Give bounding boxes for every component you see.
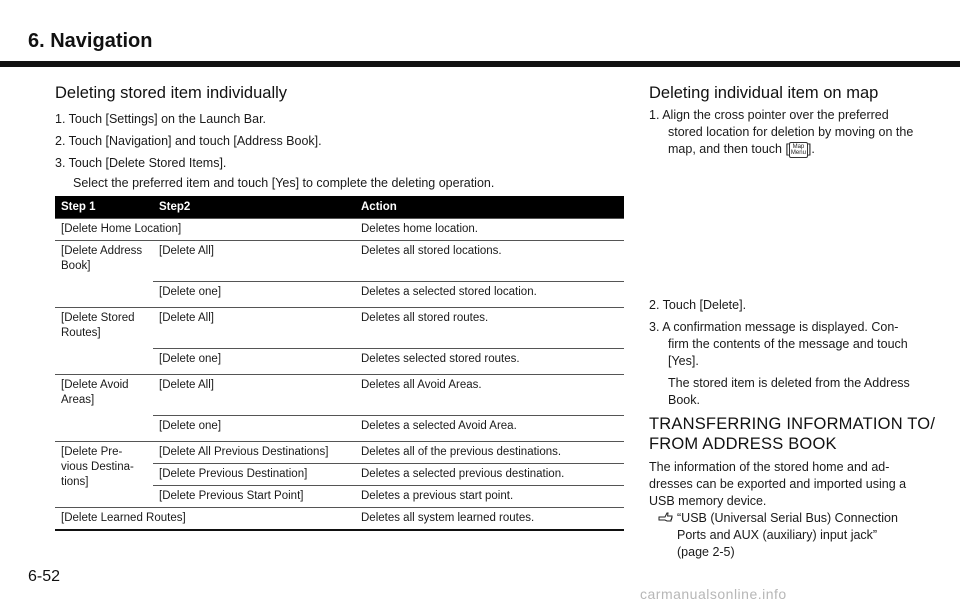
transfer-section-title — [649, 414, 935, 454]
cell-step2: [Delete Previous Start Point] — [153, 486, 355, 508]
header-action: Action — [355, 196, 624, 219]
table-row — [55, 308, 624, 349]
map-step-3-line2: firm the contents of the message and touch — [668, 337, 908, 351]
map-step-1-line1: 1. Align the cross pointer over the preferred — [649, 108, 889, 122]
transfer-para-line2: dresses can be exported and imported using a — [649, 477, 907, 491]
cell-step2: [Delete All] — [153, 241, 355, 282]
cell-action: Deletes a previous start point. — [355, 486, 624, 508]
map-step-3-line3: [Yes]. — [668, 354, 699, 368]
header-rule — [0, 61, 960, 67]
cell-step2: [Delete Previous Destination] — [153, 464, 355, 486]
table-row — [55, 442, 624, 464]
step-2: 2. Touch [Navigation] and touch [Address Book]. — [55, 134, 322, 148]
cell-step1: [Delete Learned Routes] — [55, 508, 355, 531]
chapter-title: 6. Navigation — [28, 30, 153, 52]
map-step-1-line3 — [668, 141, 815, 158]
cell-step1: [Delete Stored Routes] — [55, 308, 153, 375]
transfer-para-line3: USB memory device. — [649, 494, 767, 508]
section-heading-right: Deleting individual item on map — [649, 84, 879, 102]
transfer-para-line1: The information of the stored home and ad- — [649, 460, 890, 474]
cell-action: Deletes all stored routes. — [355, 308, 624, 349]
section-heading-left: Deleting stored item individually — [55, 84, 288, 102]
cell-step1: [Delete Address Book] — [55, 241, 153, 308]
cell-step2: [Delete one] — [153, 282, 355, 308]
cell-step2: [Delete All Previous Destinations] — [153, 442, 355, 464]
reference-line1[interactable]: “USB (Universal Serial Bus) Connection — [677, 511, 898, 525]
cell-step2: [Delete All] — [153, 375, 355, 416]
map-step-3-note-line1: The stored item is deleted from the Address — [668, 376, 910, 390]
transfer-title-line1: TRANSFERRING INFORMATION TO/ — [649, 415, 936, 433]
table-row — [55, 219, 624, 241]
cell-step2: [Delete one] — [153, 416, 355, 442]
cell-step1: [Delete Avoid Areas] — [55, 375, 153, 442]
cell-action: Deletes all Avoid Areas. — [355, 375, 624, 416]
step-3: 3. Touch [Delete Stored Items]. — [55, 156, 227, 170]
reference-line2[interactable]: Ports and AUX (auxiliary) input jack” — [677, 528, 878, 542]
table-row — [55, 375, 624, 416]
cell-action: Deletes a selected previous destination. — [355, 464, 624, 486]
watermark: carmanualsonline.info — [640, 586, 787, 602]
cell-action: Deletes selected stored routes. — [355, 349, 624, 375]
delete-options-table — [55, 196, 624, 531]
map-step-3-note-line2: Book. — [668, 393, 700, 407]
reference-icon — [658, 510, 674, 529]
step-3-note: Select the preferred item and touch [Yes] to complete the deleting operation. — [73, 176, 495, 190]
cell-action: Deletes a selected Avoid Area. — [355, 416, 624, 442]
page-number: 6-52 — [28, 568, 61, 585]
map-step-1-text: map, and then touch [ — [668, 142, 789, 156]
cell-action: Deletes all of the previous destinations. — [355, 442, 624, 464]
cell-step2: [Delete All] — [153, 308, 355, 349]
map-menu-icon-line1: Map — [792, 143, 805, 150]
cell-step1: [Delete Home Location] — [55, 219, 355, 241]
cell-step2: [Delete one] — [153, 349, 355, 375]
cell-step1: [Delete Pre-vious Destina-tions] — [55, 442, 153, 508]
map-menu-icon-line2: Menu — [790, 149, 806, 156]
cell-action: Deletes home location. — [355, 219, 624, 241]
step-1: 1. Touch [Settings] on the Launch Bar. — [55, 112, 267, 126]
pointing-hand-icon — [658, 510, 674, 524]
map-step-2: 2. Touch [Delete]. — [649, 298, 747, 312]
reference-line3[interactable]: (page 2-5) — [677, 545, 735, 559]
header-step1: Step 1 — [55, 196, 153, 219]
cell-action: Deletes a selected stored location. — [355, 282, 624, 308]
map-step-1-line2: stored location for deletion by moving on the — [668, 125, 914, 139]
map-step-3-line1: 3. A confirmation message is displayed. Con- — [649, 320, 899, 334]
map-step-1-close: ]. — [807, 142, 815, 156]
table-row — [55, 241, 624, 282]
table-header-row — [55, 196, 624, 219]
transfer-title-line2: FROM ADDRESS BOOK — [649, 435, 837, 453]
header-step2: Step2 — [153, 196, 355, 219]
map-menu-icon — [789, 142, 808, 158]
cell-action: Deletes all system learned routes. — [355, 508, 624, 531]
table-row — [55, 508, 624, 531]
cell-action: Deletes all stored locations. — [355, 241, 624, 282]
